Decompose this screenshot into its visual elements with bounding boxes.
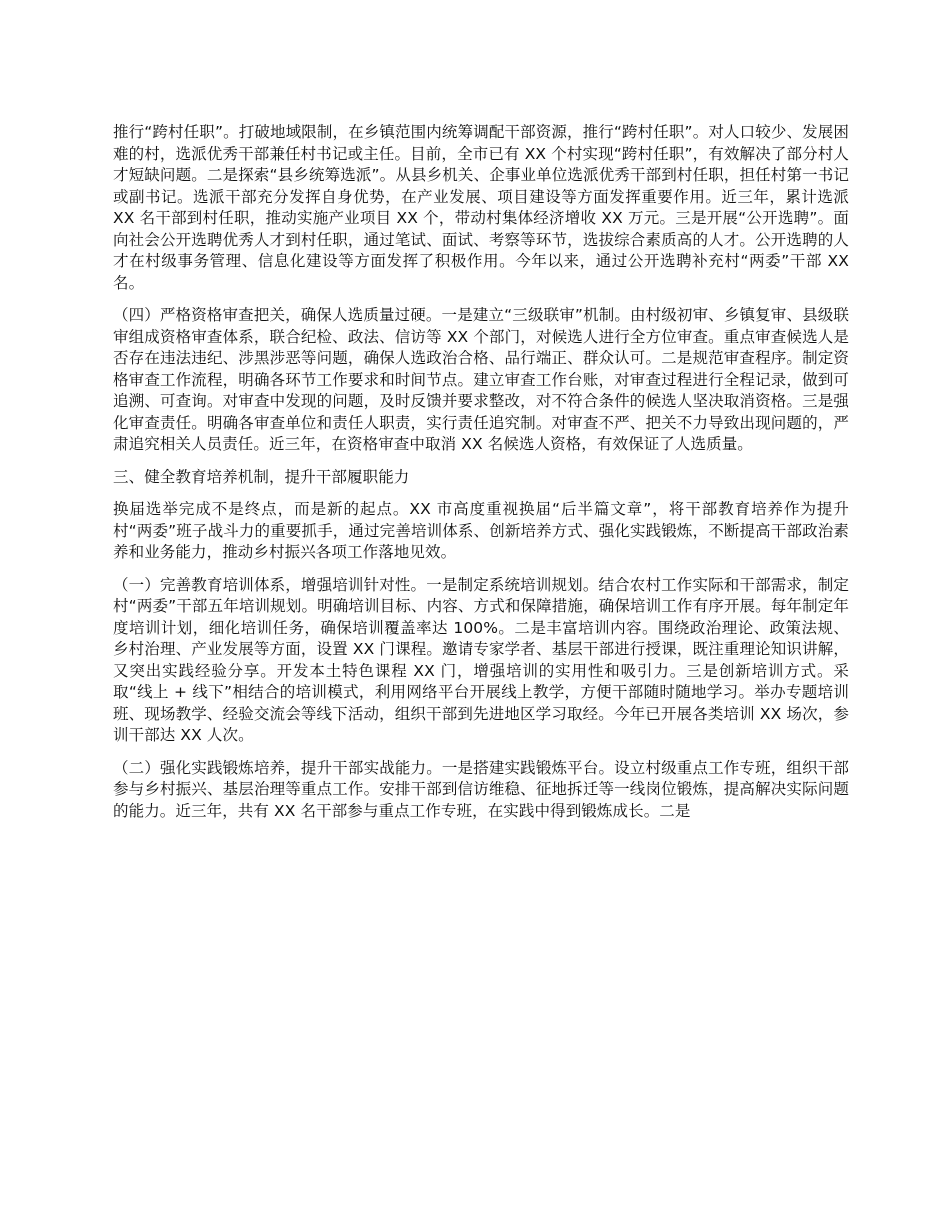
paragraph-training-system: （一）完善教育培训体系，增强培训针对性。一是制定系统培训规划。结合农村工作实际和干部需求，制定村“两委”干部五年培训规划。明确培训目标、内容、方式和保障措施，确保培训工作有序开展。每年制定年度培训计划，细化培训任务，确保培训覆盖率达 100%。二是丰富培训内容。围绕政治理论、政策法规、乡村治理、产业发展等方面，设置 XX 门课程。邀请专家学者、基层干部进行授课，既注重理论知识讲解，又突出实践经验分享。开发本土特色课程 XX 门，增强培训的实用性和吸引力。三是创新培训方式。采取“线上 + 线下”相结合的培训模式，利用网络平台开展线上教学，方便干部随时随地学习。举办专题培训班、现场教学、经验交流会等线下活动，组织干部到先进地区学习取经。今年已开展各类培训 XX 场次，参训干部达 XX 人次。 [113, 575, 849, 744]
section-heading-education-training: 三、健全教育培养机制，提升干部履职能力 [113, 467, 410, 486]
document-page [113, 122, 849, 822]
paragraph-cross-village-posting: 推行“跨村任职”。打破地域限制，在乡镇范围内统筹调配干部资源，推行“跨村任职”。对人口较少、发展困难的村，选派优秀干部兼任村书记或主任。目前，全市已有 XX 个村实现“跨村任职”，有效解决了部分村人才短缺问题。二是探索“县乡统筹选派”。从县乡机关、企事业单位选派优秀干部到村任职，担任村第一书记或副书记。选派干部充分发挥自身优势，在产业发展、项目建设等方面发挥重要作用。近三年，累计选派 XX 名干部到村任职，推动实施产业项目 XX 个，带动村集体经济增收 XX 万元。三是开展“公开选聘”。面向社会公开选聘优秀人才到村任职，通过笔试、面试、考察等环节，选拔综合素质高的人才。公开选聘的人才在村级事务管理、信息化建设等方面发挥了积极作用。今年以来，通过公开选聘补充村“两委”干部 XX 名。 [113, 123, 849, 292]
paragraph-qualification-review: （四）严格资格审查把关，确保人选质量过硬。一是建立“三级联审”机制。由村级初审、乡镇复审、县级联审组成资格审查体系，联合纪检、政法、信访等 XX 个部门，对候选人进行全方位审查。重点审查候选人是否存在违法违纪、涉黑涉恶等问题，确保人选政治合格、品行端正、群众认可。二是规范审查程序。制定资格审查工作流程，明确各环节工作要求和时间节点。建立审查工作台账，对审查过程进行全程记录，做到可追溯、可查询。对审查中发现的问题，及时反馈并要求整改，对不符合条件的候选人坚决取消资格。三是强化审查责任。明确各审查单位和责任人职责，实行责任追究制。对审查不严、把关不力导致出现问题的，严肃追究相关人员责任。近三年，在资格审查中取消 XX 名候选人资格，有效保证了人选质量。 [113, 306, 849, 453]
paragraph-practice-training: （二）强化实践锻炼培养，提升干部实战能力。一是搭建实践锻炼平台。设立村级重点工作专班，组织干部参与乡村振兴、基层治理等重点工作。安排干部到信访维稳、征地拆迁等一线岗位锻炼，提高解决实际问题的能力。近三年，共有 XX 名干部参与重点工作专班，在实践中得到锻炼成长。二是 [113, 758, 849, 820]
paragraph-post-election-intro: 换届选举完成不是终点，而是新的起点。XX 市高度重视换届“后半篇文章”，将干部教育培养作为提升村“两委”班子战斗力的重要抓手，通过完善培训体系、创新培养方式、强化实践锻炼，不断提高干部政治素养和业务能力，推动乡村振兴各项工作落地见效。 [113, 500, 849, 561]
